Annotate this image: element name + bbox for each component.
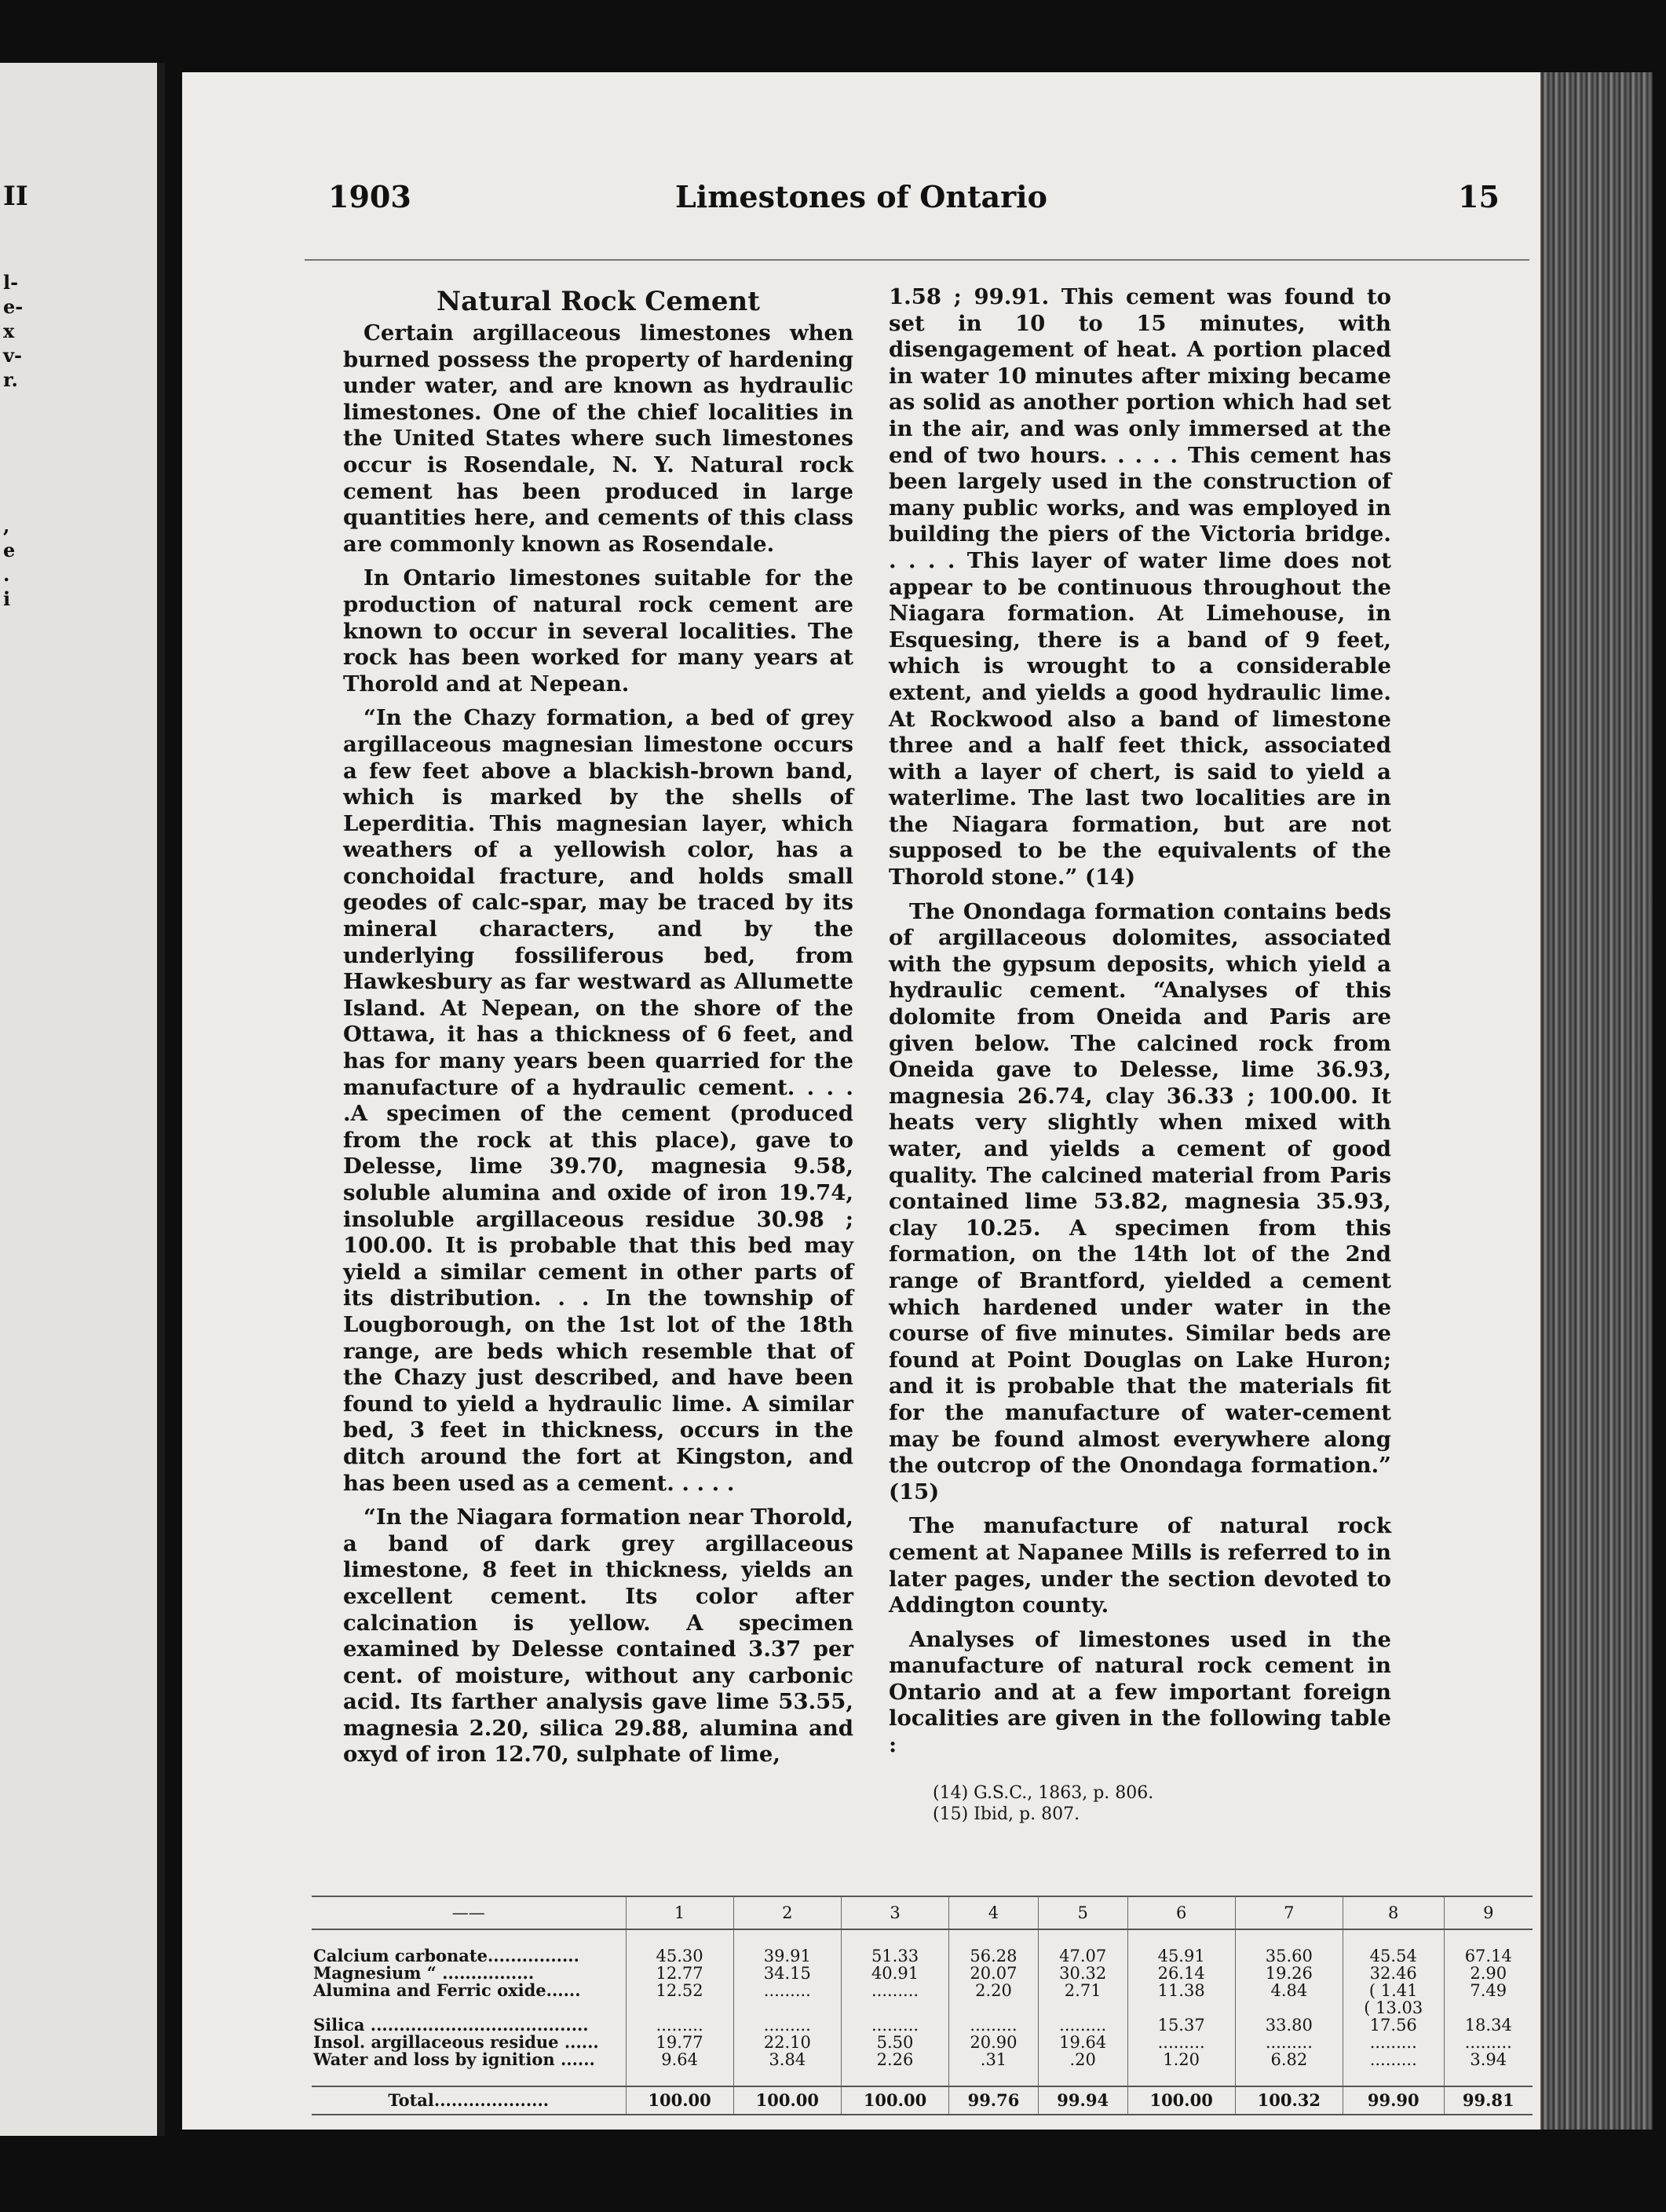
total-cell: 100.00: [733, 2086, 841, 2115]
total-cell: 100.32: [1235, 2086, 1343, 2115]
total-cell: 99.76: [949, 2086, 1039, 2115]
table-row: [312, 2016, 1533, 2034]
table-cell: 45.91: [1127, 1947, 1235, 1965]
table-cell: 26.14: [1127, 1965, 1235, 1982]
adjacent-page-text: r.: [3, 368, 18, 391]
table-cell: 15.37: [1127, 2016, 1235, 2034]
table-cell: 3.94: [1444, 2051, 1533, 2068]
row-label: Silica ......................................: [313, 2015, 589, 2035]
adjacent-page-text: II: [3, 181, 28, 212]
text-column-left: [343, 284, 853, 1776]
row-label: Insol. argillaceous residue ......: [313, 2032, 599, 2052]
table-cell: 34.15: [733, 1965, 841, 1982]
table-cell: .........: [1038, 2016, 1127, 2034]
footnote: (14) G.S.C., 1863, p. 806.: [933, 1782, 1154, 1803]
row-label: Alumina and Ferric oxide......: [313, 1980, 581, 2000]
table-cell: 33.80: [1235, 2016, 1343, 2034]
paragraph: Certain argillaceous limestones when burned possess the property of hardening under water, and are known as hydraulic limestones. One of the chief localities in the United States where such limestones occur is Rosendale, N. Y. Natural rock cement has been produced in large quantities here, and cements of this class are commonly known as Rosendale.: [343, 320, 853, 557]
adjacent-page-text: v-: [3, 344, 22, 367]
page-number: 15: [1458, 179, 1500, 214]
paragraph: 1.58 ; 99.91. This cement was found to set in 10 to 15 minutes, with disengagement of heat. A portion placed in water 10 minutes after mixing became as solid as another portion which had set in the air, and was only immersed at the end of two hours. . . . . This cement has been largely used in the construction of many public works, and was employed in building the piers of the Victoria bridge. . . . . This layer of water lime does not appear to be continuous throughout the Niagara formation. At Limehouse, in Esquesing, there is a band of 9 feet, which is wrought to a considerable extent, and yields a good hydraulic lime. At Rockwood also a band of limestone three and a half feet thick, associated with a layer of chert, is said to yield a waterlime. The last two localities are in the Niagara formation, but are not supposed to be the equivalents of the Thorold stone.” (14): [889, 284, 1391, 890]
table-cell: [949, 1999, 1039, 2016]
paragraph: The Onondaga formation contains beds of argillaceous dolomites, associated with the gypsum deposits, which yield a hydraulic cement. “Analyses of this dolomite from Oneida and Paris are given below. The calcined rock from Oneida gave to Delesse, lime 36.93, magnesia 26.74, clay 36.33 ; 100.00. It heats very slightly when mixed with water, and yields a cement of good quality. The calcined material from Paris contained lime 53.82, magnesia 35.93, clay 10.25. A specimen from this formation, on the 14th lot of the 2nd range of Brantford, yielded a cement which hardened under water in the course of five minutes. Similar beds are found at Point Douglas on Lake Huron; and it is probable that the materials fit for the manufacture of water-cement may be found almost everywhere along the outcrop of the Onondaga formation.” (15): [889, 898, 1391, 1505]
table-cell: 6.82: [1235, 2051, 1343, 2068]
table-row: [312, 1965, 1533, 1982]
table-cell: .........: [1127, 2034, 1235, 2051]
table-cell: 4.84: [1235, 1982, 1343, 1999]
table-cell: 2.20: [949, 1982, 1039, 1999]
table-cell: 11.38: [1127, 1982, 1235, 1999]
table-header-row: [312, 1896, 1533, 1929]
total-cell: 99.94: [1038, 2086, 1127, 2115]
table-total-row: [312, 2086, 1533, 2115]
adjacent-page-text: ,: [3, 514, 10, 537]
table-cell: .20: [1038, 2051, 1127, 2068]
adjacent-page-text: i: [3, 587, 11, 610]
table-row: [312, 1947, 1533, 1965]
table-cell: .........: [1343, 2034, 1444, 2051]
table-header: 5: [1038, 1896, 1127, 1929]
table-cell: 19.77: [626, 2034, 733, 2051]
analysis-table: [312, 1896, 1533, 2115]
row-label: Water and loss by ignition ......: [313, 2049, 595, 2069]
table-header: 6: [1127, 1896, 1235, 1929]
table-cell: ( 13.03: [1343, 1999, 1444, 2016]
table-cell: 17.56: [1343, 2016, 1444, 2034]
table-cell: 35.60: [1235, 1947, 1343, 1965]
table-cell: .........: [949, 2016, 1039, 2034]
table-cell: ( 1.41: [1343, 1982, 1444, 1999]
table-row: [312, 1999, 1533, 2016]
table-cell: 12.52: [626, 1982, 733, 1999]
table-cell: 45.54: [1343, 1947, 1444, 1965]
table-cell: 32.46: [1343, 1965, 1444, 1982]
paragraph: “In the Niagara formation near Thorold, a band of dark grey argillaceous limestone, 8 feet in thickness, yields an excellent cement. Its color after calcination is yellow. A specimen examined by Delesse contained 3.37 per cent. of moisture, without any carbonic acid. Its farther analysis gave lime 53.55, magnesia 2.20, silica 29.88, alumina and oxyd of iron 12.70, sulphate of lime,: [343, 1505, 853, 1768]
table-header: 2: [733, 1896, 841, 1929]
paragraph: In Ontario limestones suitable for the production of natural rock cement are known to occur in several localities. The rock has been worked for many years at Thorold and at Nepean.: [343, 565, 853, 697]
header-year: 1903: [328, 179, 411, 214]
table-cell: 20.90: [949, 2034, 1039, 2051]
adjacent-page-text: l-: [3, 271, 19, 294]
table-cell: 3.84: [733, 2051, 841, 2068]
document-page: [182, 72, 1540, 2130]
paragraph: “In the Chazy formation, a bed of grey argillaceous magnesian limestone occurs a few feet above a blackish-brown band, which is marked by the shells of Leperditia. This magnesian layer, which weathers of a yellowish color, has a conchoidal fracture, and holds small geodes of calc-spar, may be traced by its mineral characters, and by the underlying fossiliferous bed, from Hawkesbury as far westward as Allumette Island. At Nepean, on the shore of the Ottawa, it has a thickness of 6 feet, and has for many years been quarried for the manufacture of a hydraulic cement. . . . .A specimen of the cement (produced from the rock at this place), gave to Delesse, lime 39.70, magnesia 9.58, soluble alumina and oxide of iron 19.74, insoluble argillaceous residue 30.98 ; 100.00. It is probable that this bed may yield a similar cement in other parts of its distribution. . . In the township of Lougborough, on the 1st lot of the 18th range, are beds which resemble that of the Chazy just described, and have been found to yield a hydraulic lime. A similar bed, 3 feet in thickness, occurs in the ditch around the fort at Kingston, and has been used as a cement. . . . .: [343, 705, 853, 1496]
footnote: (15) Ibid, p. 807.: [933, 1804, 1080, 1824]
table-header-label: ——: [312, 1896, 626, 1929]
adjacent-page-text: x: [3, 320, 15, 342]
table-cell: .31: [949, 2051, 1039, 2068]
adjacent-page-text: .: [3, 563, 10, 586]
table-cell: 12.77: [626, 1965, 733, 1982]
section-title: Natural Rock Cement: [437, 286, 760, 317]
running-title: Limestones of Ontario: [675, 179, 1047, 214]
table-cell: 39.91: [733, 1947, 841, 1965]
total-cell: 99.90: [1343, 2086, 1444, 2115]
table-cell: 19.64: [1038, 2034, 1127, 2051]
table-row: [312, 2051, 1533, 2068]
table-cell: .........: [626, 2016, 733, 2034]
table-cell: .........: [1444, 2034, 1533, 2051]
table-cell: 18.34: [1444, 2016, 1533, 2034]
table-cell: 19.26: [1235, 1965, 1343, 1982]
header-rule: [305, 259, 1529, 261]
table-cell: [1038, 1999, 1127, 2016]
adjacent-page-fragment: [0, 63, 165, 2136]
table-cell: 47.07: [1038, 1947, 1127, 1965]
table-header: 7: [1235, 1896, 1343, 1929]
table-cell: 45.30: [626, 1947, 733, 1965]
table-cell: 2.26: [841, 2051, 948, 2068]
table-cell: .........: [1343, 2051, 1444, 2068]
table-cell: 1.20: [1127, 2051, 1235, 2068]
table-cell: 40.91: [841, 1965, 948, 1982]
table-cell: [626, 1999, 733, 2016]
table-row: [312, 2034, 1533, 2051]
paragraph: The manufacture of natural rock cement at Napanee Mills is referred to in later pages, under the section devoted to Addington county.: [889, 1513, 1391, 1618]
table-cell: .........: [733, 2016, 841, 2034]
table-cell: 51.33: [841, 1947, 948, 1965]
table-cell: .........: [733, 1982, 841, 1999]
table-cell: 22.10: [733, 2034, 841, 2051]
table-cell: .........: [841, 2016, 948, 2034]
total-cell: 99.81: [1444, 2086, 1533, 2115]
table-cell: 7.49: [1444, 1982, 1533, 1999]
row-label: Calcium carbonate................: [313, 1946, 579, 1965]
table-cell: [841, 1999, 948, 2016]
table-cell: .........: [1235, 2034, 1343, 2051]
table-cell: [1127, 1999, 1235, 2016]
table-cell: 9.64: [626, 2051, 733, 2068]
table-cell: [1444, 1999, 1533, 2016]
table-cell: 5.50: [841, 2034, 948, 2051]
table-header: 8: [1343, 1896, 1444, 1929]
table-cell: [1235, 1999, 1343, 2016]
total-cell: 100.00: [841, 2086, 948, 2115]
total-cell: 100.00: [626, 2086, 733, 2115]
table-cell: [733, 1999, 841, 2016]
total-label: Total....................: [312, 2086, 626, 2115]
table-row: [312, 1982, 1533, 1999]
table-cell: 2.90: [1444, 1965, 1533, 1982]
adjacent-page-text: e: [3, 539, 16, 561]
adjacent-page-text: e-: [3, 295, 24, 318]
text-column-right: [889, 284, 1391, 1825]
table-header: 4: [949, 1896, 1039, 1929]
row-label: [312, 1999, 626, 2016]
row-label: Magnesium “ ................: [313, 1963, 535, 1983]
table-header: 3: [841, 1896, 948, 1929]
table-cell: 56.28: [949, 1947, 1039, 1965]
total-cell: 100.00: [1127, 2086, 1235, 2115]
paragraph: Analyses of limestones used in the manufacture of natural rock cement in Ontario and at a few important foreign localities are given in the following table :: [889, 1626, 1391, 1758]
table-cell: .........: [841, 1982, 948, 1999]
table-header: 1: [626, 1896, 733, 1929]
table-cell: 30.32: [1038, 1965, 1127, 1982]
table-cell: 67.14: [1444, 1947, 1533, 1965]
table-cell: 2.71: [1038, 1982, 1127, 1999]
table-header: 9: [1444, 1896, 1533, 1929]
table-cell: 20.07: [949, 1965, 1039, 1982]
